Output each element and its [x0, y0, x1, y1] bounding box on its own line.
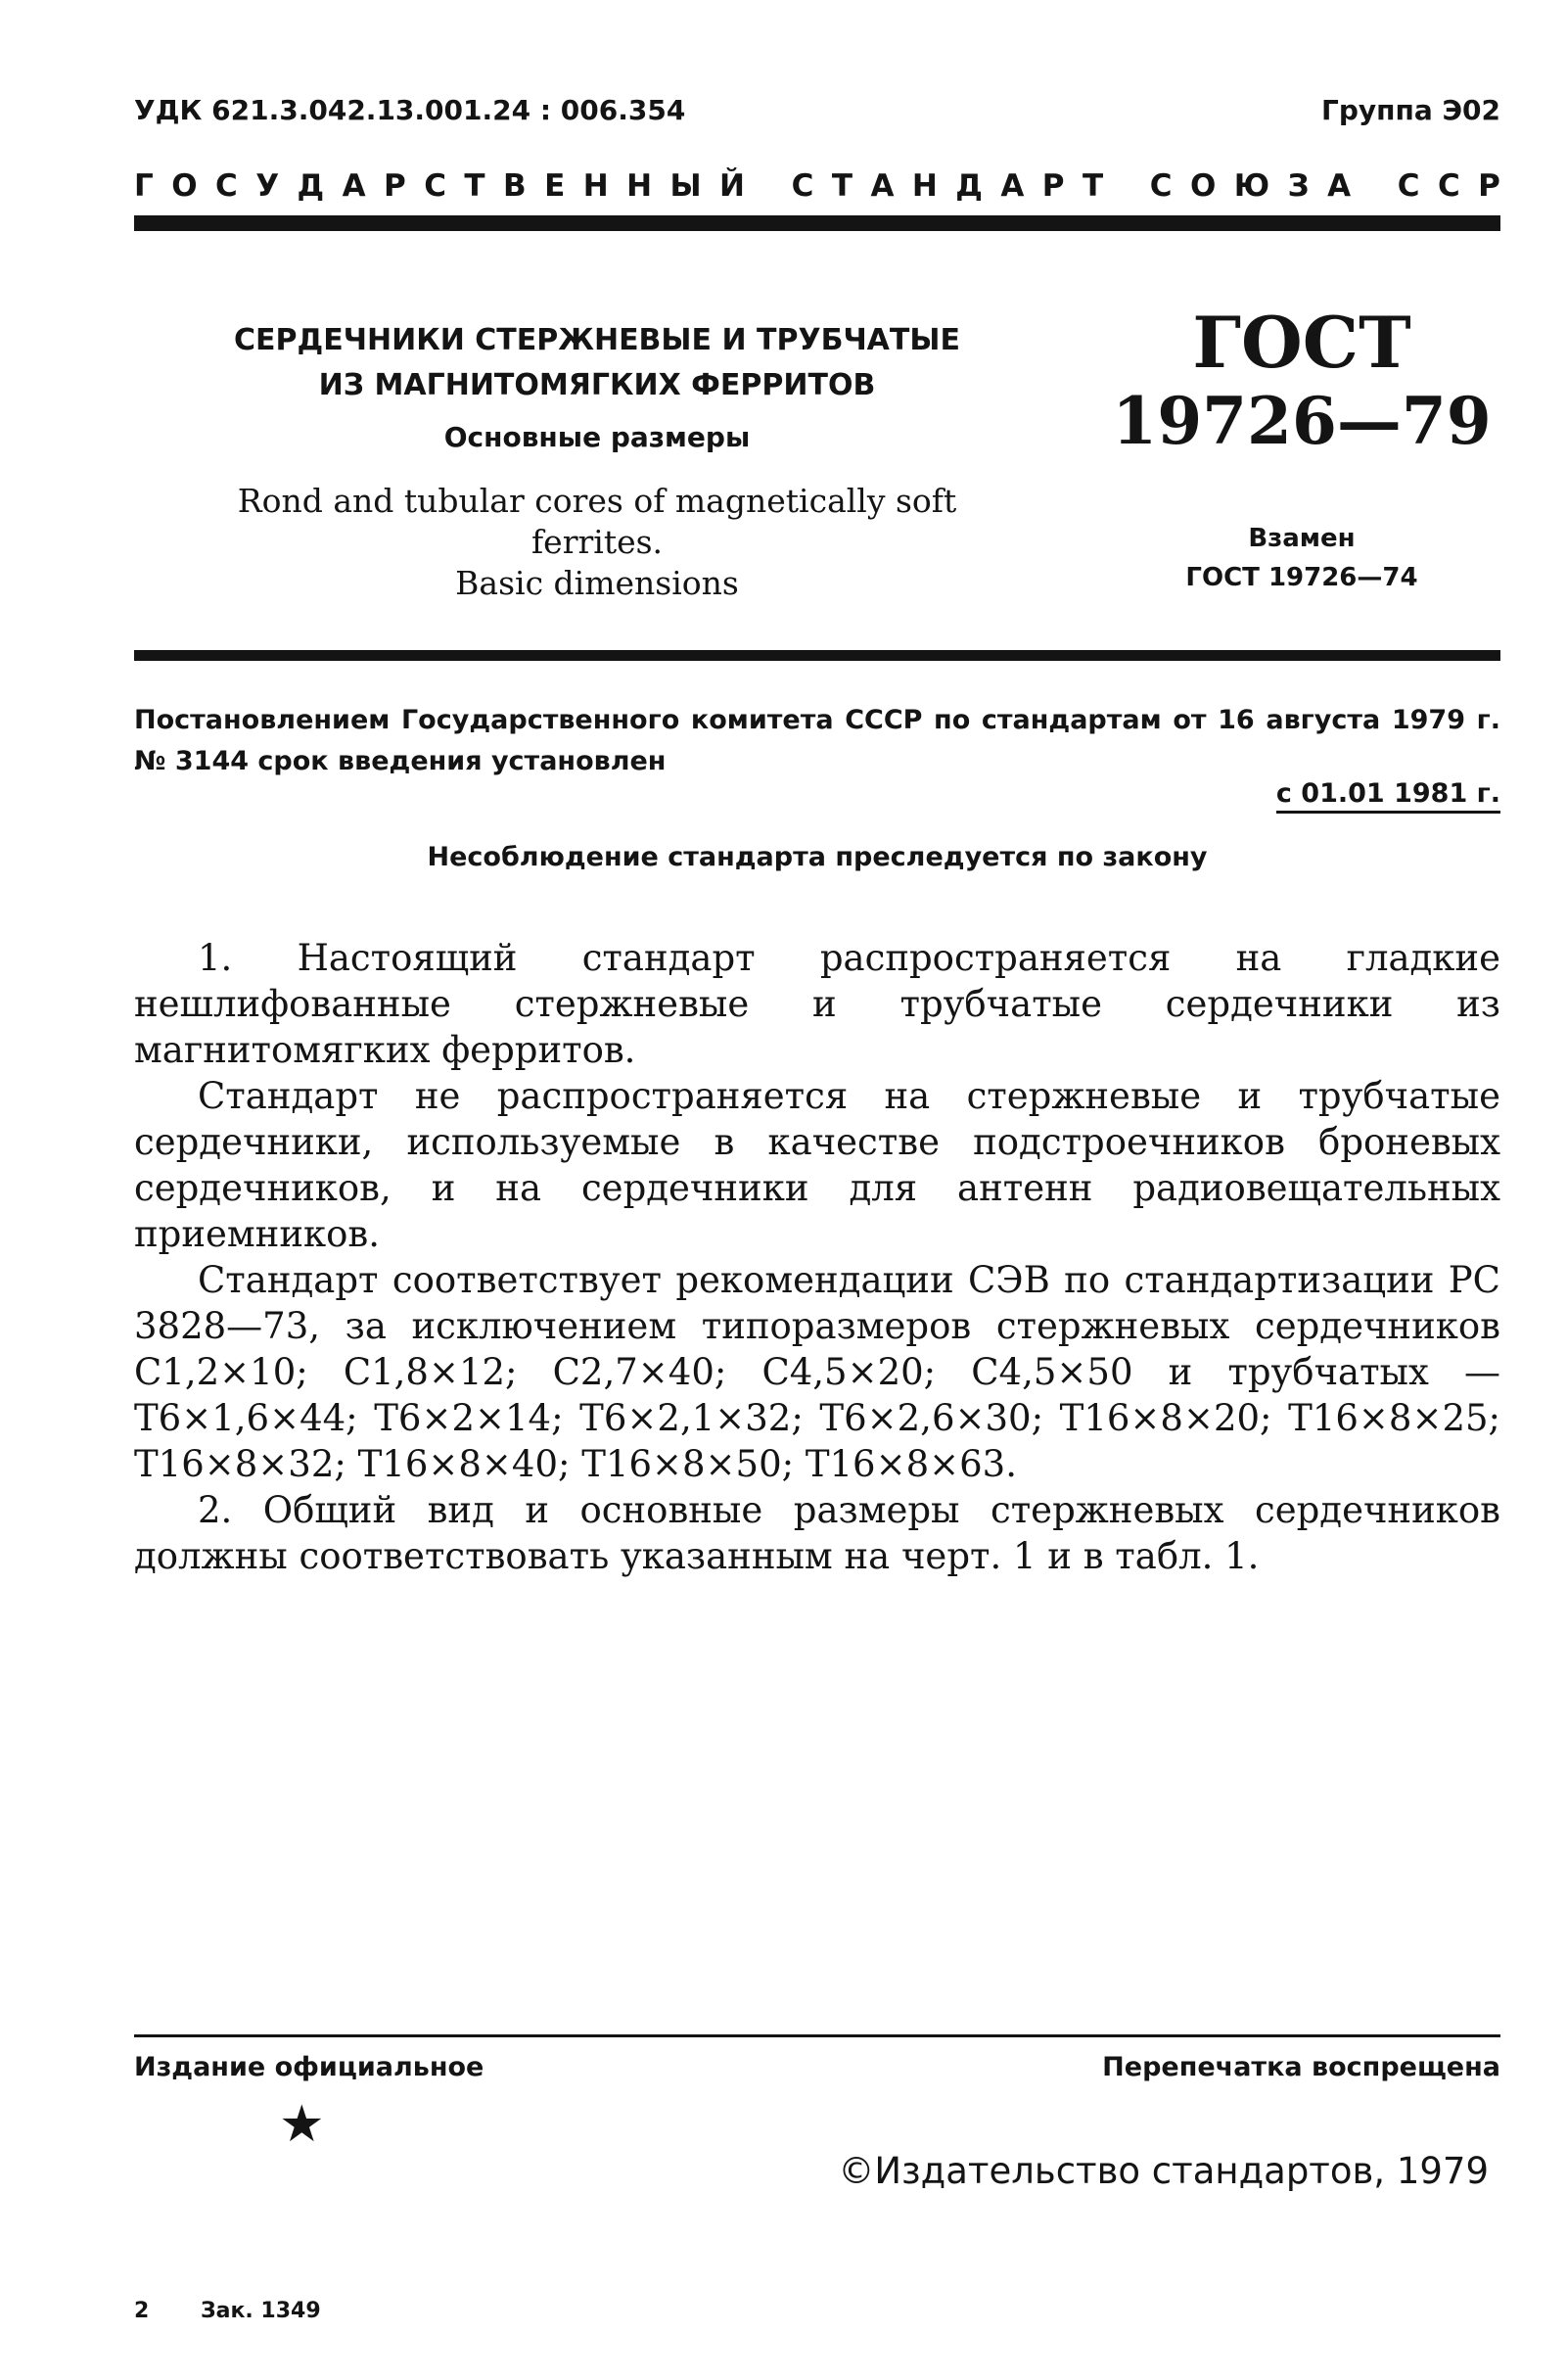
title-line-1: СЕРДЕЧНИКИ СТЕРЖНЕВЫЕ И ТРУБЧАТЫЕ: [234, 323, 960, 357]
order-number: Зак. 1349: [201, 2299, 321, 2323]
banner-letter: А: [870, 168, 895, 204]
banner-letter: Ю: [1233, 168, 1270, 204]
banner-letter: [1369, 168, 1380, 204]
edition-label: Издание официальное: [134, 2052, 484, 2082]
banner-letter: Е: [544, 168, 566, 204]
english-title: [206, 481, 989, 604]
effective-date: с 01.01 1981 г.: [1276, 778, 1500, 814]
group-code: Группа Э02: [1321, 94, 1500, 126]
banner-letter: Й: [719, 168, 745, 204]
banner-letter: С: [791, 168, 814, 204]
banner-letter: Т: [831, 168, 853, 204]
publisher-copyright: ©Издательство стандартов, 1979: [838, 2150, 1489, 2192]
replaced-standard: ГОСТ 19726—74: [1185, 563, 1418, 592]
banner-letter: А: [1000, 168, 1025, 204]
law-note: Несоблюдение стандарта преследуется по закону: [427, 842, 1208, 872]
banner-letter: Т: [464, 168, 485, 204]
banner-letter: С: [1437, 168, 1460, 204]
gost-block: [1106, 303, 1498, 597]
banner-letter: Г: [134, 168, 154, 204]
body-text: [134, 935, 1500, 1579]
replaces-label: Взамен: [1248, 524, 1356, 553]
paragraph-4: 2. Общий вид и основные размеры стержневых сердечников должны соответствовать указанным на черт. 1 и в табл. 1.: [134, 1489, 1500, 1577]
gost-label: ГОСТ: [1192, 301, 1411, 384]
banner-letter: Н: [911, 168, 938, 204]
banner-letter: Ы: [669, 168, 702, 204]
banner-letter: С: [424, 168, 446, 204]
banner-letter: А: [342, 168, 366, 204]
title-line-2: ИЗ МАГНИТОМЯГКИХ ФЕРРИТОВ: [318, 368, 876, 402]
header-divider: [134, 215, 1500, 231]
banner-letter: Р: [1041, 168, 1065, 204]
paragraph-1: 1. Настоящий стандарт распространяется на гладкие нешлифованные стержневые и трубчатые сердечники из магнитомягких ферритов.: [134, 937, 1500, 1071]
state-standard-banner: [134, 168, 1500, 204]
banner-letter: Н: [626, 168, 653, 204]
banner-letter: [1122, 168, 1132, 204]
banner-letter: А: [1327, 168, 1352, 204]
banner-letter: Р: [1478, 168, 1500, 204]
star-icon: ★: [279, 2095, 325, 2154]
banner-letter: О: [1189, 168, 1217, 204]
title-block: [206, 318, 989, 604]
english-title-line-2: Basic dimensions: [455, 564, 739, 602]
title-divider: [134, 650, 1500, 661]
english-title-line-1: Rond and tubular cores of magnetically soft ferrites.: [237, 482, 957, 561]
decree-text: Постановлением Государственного комитета СССР по стандартам от 16 августа 1979 г. № 3144 срок введения установлен: [134, 705, 1500, 776]
paragraph-2: Стандарт не распространяется на стержневые и трубчатые сердечники, используемые в качестве подстроечников броневых сердечников, и на сердечники для антенн радиовещательных приемников.: [134, 1075, 1500, 1255]
banner-letter: О: [171, 168, 198, 204]
banner-letter: У: [255, 168, 280, 204]
banner-letter: В: [503, 168, 527, 204]
page-number: 2: [134, 2299, 150, 2323]
gost-number: 19726—79: [1112, 383, 1492, 459]
footer-divider: [134, 2034, 1500, 2037]
banner-letter: С: [1397, 168, 1420, 204]
banner-letter: З: [1287, 168, 1310, 204]
banner-letter: С: [215, 168, 238, 204]
banner-letter: Д: [297, 168, 325, 204]
subtitle: Основные размеры: [443, 421, 751, 453]
banner-letter: [762, 168, 773, 204]
banner-letter: Н: [582, 168, 609, 204]
reprint-notice: Перепечатка воспрещена: [1102, 2052, 1500, 2082]
banner-letter: Т: [1082, 168, 1104, 204]
banner-letter: С: [1149, 168, 1173, 204]
udk-code: УДК 621.3.042.13.001.24 : 006.354: [134, 94, 686, 126]
banner-letter: Р: [384, 168, 406, 204]
banner-letter: Д: [955, 168, 983, 204]
paragraph-3: Стандарт соответствует рекомендации СЭВ по стандартизации РС 3828—73, за исключением типоразмеров стержневых сердечников С1,2×10; С1,8×12; С2,7×40; С4,5×20; С4,5×50 и трубчатых — Т6×1,6×44; Т6×2×14; Т6×2,1×32; Т6×2,6×30; Т16×8×20; Т16×8×25; Т16×8×32; Т16×8×40; Т16×8×50; Т16×8×63.: [134, 1259, 1500, 1485]
